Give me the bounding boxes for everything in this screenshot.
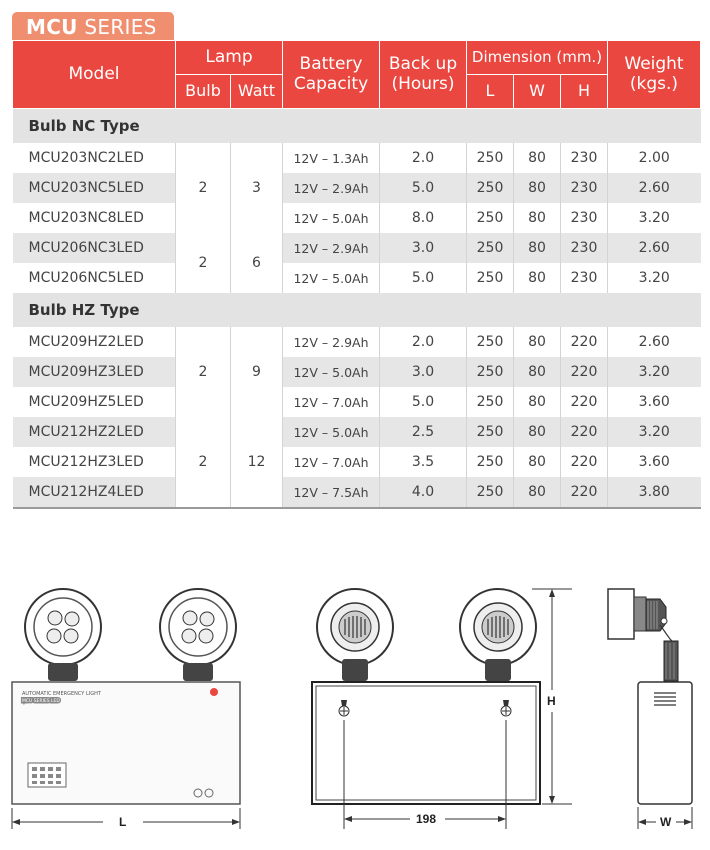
dim-l-cell: 250 (467, 173, 514, 203)
dim-h-cell: 230 (561, 263, 608, 293)
dim-h-cell: 230 (561, 233, 608, 263)
backup-cell: 2.0 (380, 327, 467, 357)
table-row (13, 233, 701, 263)
header-battery (283, 41, 380, 109)
dim-l-cell: 250 (467, 263, 514, 293)
bulb-cell: 2 (176, 233, 231, 293)
battery-cell: 12V – 7.0Ah (283, 447, 380, 477)
battery-cell: 12V – 2.9Ah (283, 233, 380, 263)
battery-cell: 12V – 2.9Ah (283, 327, 380, 357)
header-dim-h: H (561, 75, 608, 109)
brand-logo-icon (210, 688, 218, 696)
series-tab-bold: MCU (26, 15, 78, 39)
model-cell: MCU209HZ5LED (13, 387, 176, 417)
bulb-cell: 2 (176, 143, 231, 233)
weight-cell: 3.60 (608, 387, 701, 417)
header-model: Model (13, 41, 176, 109)
weight-cell: 3.20 (608, 417, 701, 447)
dim-w-cell: 80 (514, 417, 561, 447)
battery-cell: 12V – 5.0Ah (283, 263, 380, 293)
group-header-row (13, 293, 701, 327)
backup-cell: 2.0 (380, 143, 467, 173)
table-row (13, 447, 701, 477)
watt-cell: 12 (231, 417, 283, 508)
battery-cell: 12V – 7.0Ah (283, 387, 380, 417)
bulb-cell: 2 (176, 417, 231, 508)
dim-l-cell: 250 (467, 417, 514, 447)
spec-table (12, 40, 701, 509)
weight-cell: 2.60 (608, 233, 701, 263)
front-dim-label: L (119, 815, 127, 829)
dim-h-cell: 220 (561, 417, 608, 447)
dim-l-cell: 250 (467, 203, 514, 233)
header-backup-line2: (Hours) (391, 73, 455, 94)
model-cell: MCU212HZ4LED (13, 477, 176, 508)
model-cell: MCU212HZ2LED (13, 417, 176, 447)
watt-cell: 9 (231, 327, 283, 417)
group-header-row (13, 109, 701, 144)
side-dim-label: W (660, 815, 672, 829)
header-lamp: Lamp (176, 41, 283, 75)
header-weight-line1: Weight (624, 53, 684, 74)
header-backup (380, 41, 467, 109)
table-row (13, 263, 701, 293)
battery-cell: 12V – 7.5Ah (283, 477, 380, 508)
dim-l-cell: 250 (467, 477, 514, 508)
side-dimension-line (638, 807, 692, 829)
dim-w-cell: 80 (514, 447, 561, 477)
model-cell: MCU209HZ3LED (13, 357, 176, 387)
dim-l-cell: 250 (467, 233, 514, 263)
dim-l-cell: 250 (467, 447, 514, 477)
table-row (13, 327, 701, 357)
front-panel-text1: AUTOMATIC EMERGENCY LIGHT (22, 691, 101, 697)
table-row (13, 173, 701, 203)
weight-cell: 2.60 (608, 327, 701, 357)
backup-cell: 5.0 (380, 173, 467, 203)
model-cell: MCU203NC5LED (13, 173, 176, 203)
backup-cell: 5.0 (380, 387, 467, 417)
side-view-drawing (600, 585, 705, 835)
backup-cell: 5.0 (380, 263, 467, 293)
weight-cell: 3.80 (608, 477, 701, 508)
dim-w-cell: 80 (514, 327, 561, 357)
spec-table-body (13, 109, 701, 509)
table-row (13, 477, 701, 508)
model-cell: MCU206NC5LED (13, 263, 176, 293)
header-watt: Watt (231, 75, 283, 109)
rear-lamp-right (460, 589, 536, 681)
side-lamp (608, 589, 678, 681)
model-cell: MCU203NC8LED (13, 203, 176, 233)
table-row (13, 203, 701, 233)
header-dim-l: L (467, 75, 514, 109)
dim-l-cell: 250 (467, 143, 514, 173)
dim-h-cell: 220 (561, 477, 608, 508)
table-row (13, 387, 701, 417)
model-cell: MCU212HZ3LED (13, 447, 176, 477)
front-lamp-right (160, 589, 236, 681)
rear-dim-label: 198 (416, 812, 437, 826)
battery-cell: 12V – 1.3Ah (283, 143, 380, 173)
dim-w-cell: 80 (514, 233, 561, 263)
group-title: Bulb NC Type (13, 109, 701, 144)
battery-cell: 12V – 5.0Ah (283, 417, 380, 447)
dim-l-cell: 250 (467, 327, 514, 357)
weight-cell: 2.60 (608, 173, 701, 203)
header-battery-line1: Battery (299, 53, 363, 74)
dim-l-cell: 250 (467, 357, 514, 387)
dim-w-cell: 80 (514, 203, 561, 233)
group-title: Bulb HZ Type (13, 293, 701, 327)
rear-height-label: H (547, 694, 556, 708)
header-bulb: Bulb (176, 75, 231, 109)
series-tab-rest: SERIES (77, 15, 157, 39)
backup-cell: 8.0 (380, 203, 467, 233)
dim-w-cell: 80 (514, 477, 561, 508)
table-row (13, 357, 701, 387)
side-housing (638, 682, 692, 804)
backup-cell: 4.0 (380, 477, 467, 508)
header-dim-w: W (514, 75, 561, 109)
weight-cell: 3.20 (608, 263, 701, 293)
weight-cell: 3.20 (608, 203, 701, 233)
header-dimension: Dimension (mm.) (467, 41, 608, 75)
dim-l-cell: 250 (467, 387, 514, 417)
dim-w-cell: 80 (514, 173, 561, 203)
backup-cell: 3.5 (380, 447, 467, 477)
watt-cell: 3 (231, 143, 283, 233)
dim-w-cell: 80 (514, 387, 561, 417)
rear-lamp-left (317, 589, 393, 681)
dim-w-cell: 80 (514, 263, 561, 293)
table-row (13, 417, 701, 447)
dim-w-cell: 80 (514, 357, 561, 387)
dim-h-cell: 220 (561, 447, 608, 477)
dim-h-cell: 220 (561, 357, 608, 387)
weight-cell: 3.60 (608, 447, 701, 477)
dim-h-cell: 230 (561, 203, 608, 233)
front-view-drawing (8, 585, 248, 835)
header-backup-line1: Back up (388, 53, 458, 74)
bulb-cell: 2 (176, 327, 231, 417)
series-tab (12, 12, 174, 40)
front-panel-text2: MCU SERIES LED (22, 699, 60, 704)
model-cell: MCU203NC2LED (13, 143, 176, 173)
model-cell: MCU206NC3LED (13, 233, 176, 263)
dim-h-cell: 220 (561, 387, 608, 417)
dim-h-cell: 220 (561, 327, 608, 357)
table-row (13, 143, 701, 173)
weight-cell: 3.20 (608, 357, 701, 387)
weight-cell: 2.00 (608, 143, 701, 173)
rear-view-drawing (300, 585, 580, 835)
battery-cell: 12V – 5.0Ah (283, 203, 380, 233)
header-weight-line2: (kgs.) (629, 73, 679, 94)
backup-cell: 3.0 (380, 233, 467, 263)
dim-w-cell: 80 (514, 143, 561, 173)
battery-cell: 12V – 2.9Ah (283, 173, 380, 203)
header-battery-line2: Capacity (293, 73, 369, 94)
dim-h-cell: 230 (561, 173, 608, 203)
front-dimension-line (12, 808, 240, 829)
watt-cell: 6 (231, 233, 283, 293)
header-weight (608, 41, 701, 109)
dim-h-cell: 230 (561, 143, 608, 173)
model-cell: MCU209HZ2LED (13, 327, 176, 357)
backup-cell: 3.0 (380, 357, 467, 387)
front-lamp-left (25, 589, 101, 681)
backup-cell: 2.5 (380, 417, 467, 447)
battery-cell: 12V – 5.0Ah (283, 357, 380, 387)
